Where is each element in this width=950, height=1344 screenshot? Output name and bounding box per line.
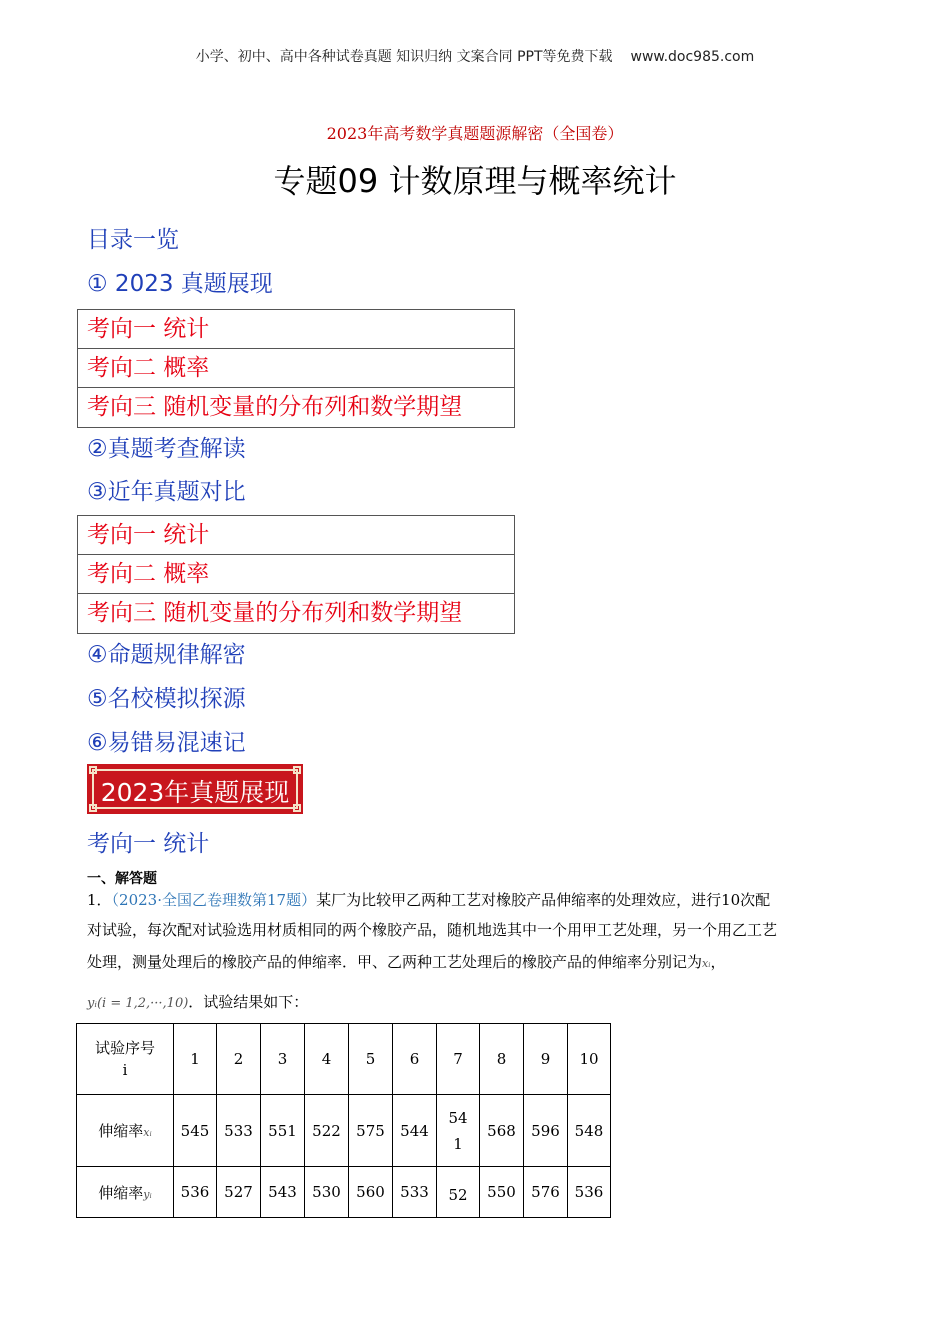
question-source: （2023·全国乙卷理数第17题）: [111, 891, 317, 909]
table-cell: 568: [480, 1095, 524, 1167]
table-header-label: i: [122, 1061, 128, 1079]
table-row: [77, 1167, 611, 1218]
table-row: [77, 1024, 611, 1095]
toc-item-2: ②真题考查解读: [87, 436, 246, 462]
row-label-var: yᵢ: [143, 1187, 152, 1201]
header-site[interactable]: www.doc985.com: [630, 49, 755, 65]
question-line-1: [87, 889, 770, 910]
question-type: 一、解答题: [87, 871, 157, 887]
question-number: 1．: [87, 891, 112, 909]
table-cell: 560: [349, 1167, 393, 1218]
toc-box-2-row: 考向三 随机变量的分布列和数学期望: [87, 600, 463, 626]
toc-box-2: [77, 515, 515, 634]
table-cell: 527: [217, 1167, 261, 1218]
table-cell: 4: [305, 1024, 349, 1095]
table-cell: 3: [261, 1024, 305, 1095]
header-text: 小学、初中、高中各种试卷真题 知识归纳 文案合同 PPT等免费下载: [195, 49, 613, 65]
table-row: [77, 1095, 611, 1167]
table-cell: 522: [305, 1095, 349, 1167]
page-header: [0, 46, 950, 66]
row-label-text: 伸缩率: [98, 1183, 144, 1202]
question-comma: ，: [710, 953, 726, 971]
toc-box-1: [77, 309, 515, 428]
toc-box-1-row: 考向三 随机变量的分布列和数学期望: [87, 394, 463, 420]
table-cell: 533: [217, 1095, 261, 1167]
table-cell: 576: [524, 1167, 568, 1218]
table-cell: 5: [349, 1024, 393, 1095]
table-cell: 2: [217, 1024, 261, 1095]
table-cell: 7: [437, 1024, 480, 1095]
banner-text: 2023年真题展现: [100, 778, 290, 807]
table-cell: 543: [261, 1167, 305, 1218]
question-text: ．试验结果如下：: [188, 993, 309, 1011]
toc-item-6: ⑥易错易混速记: [87, 730, 246, 756]
toc-heading: 目录一览: [87, 227, 179, 253]
variable-x: xᵢ: [702, 957, 711, 970]
data-table: [76, 1023, 611, 1218]
question-line-2: 对试验，每次配对试验选用材质相同的两个橡胶产品，随机地选其中一个用甲工艺处理，另一个用乙工艺: [87, 921, 778, 939]
toc-box-1-row: 考向二 概率: [78, 349, 514, 388]
row-label-var: xᵢ: [143, 1126, 152, 1139]
table-cell: 52: [437, 1167, 480, 1218]
toc-box-2-row: 考向一 统计: [78, 516, 514, 555]
table-cell: 54 1: [437, 1095, 480, 1167]
toc-box-2-row: 考向二 概率: [78, 555, 514, 594]
table-cell: 9: [524, 1024, 568, 1095]
document-subtitle: 2023年高考数学真题题源解密（全国卷）: [326, 124, 624, 143]
table-cell: 545: [174, 1095, 217, 1167]
question-line-4: [87, 991, 308, 1012]
table-header-cell: [77, 1024, 174, 1095]
question-text: 处理，测量处理后的橡胶产品的伸缩率．甲、乙两种工艺处理后的橡胶产品的伸缩率分别记为: [87, 953, 703, 971]
toc-item-4: ④命题规律解密: [87, 642, 246, 668]
toc-item-5: ⑤名校模拟探源: [87, 686, 246, 712]
question-text: 某厂为比较甲乙两种工艺对橡胶产品伸缩率的处理效应，进行10次配: [316, 891, 771, 909]
question-line-3: [87, 951, 725, 972]
toc-item-1: ① 2023 真题展现: [87, 271, 273, 297]
table-cell: 550: [480, 1167, 524, 1218]
table-cell: 6: [393, 1024, 437, 1095]
table-row-label: [77, 1095, 174, 1167]
table-cell: 530: [305, 1167, 349, 1218]
table-cell: 551: [261, 1095, 305, 1167]
section-heading: 考向一 统计: [87, 831, 210, 857]
toc-item-3: ③近年真题对比: [87, 479, 246, 505]
table-cell: 533: [393, 1167, 437, 1218]
table-cell: 575: [349, 1095, 393, 1167]
table-row-label: [77, 1167, 174, 1218]
table-cell: 10: [568, 1024, 611, 1095]
page-title: 专题09 计数原理与概率统计: [273, 162, 677, 200]
table-cell: 536: [568, 1167, 611, 1218]
table-cell: 544: [393, 1095, 437, 1167]
table-cell: 536: [174, 1167, 217, 1218]
table-header-label: 试验序号: [94, 1039, 155, 1057]
table-cell: 548: [568, 1095, 611, 1167]
section-banner: [87, 764, 303, 814]
variable-y-range: yᵢ(i = 1,2,···,10): [87, 996, 189, 1011]
toc-box-1-row: 考向一 统计: [78, 310, 514, 349]
table-cell: 8: [480, 1024, 524, 1095]
table-cell: 596: [524, 1095, 568, 1167]
row-label-text: 伸缩率: [98, 1122, 144, 1140]
table-cell: 1: [174, 1024, 217, 1095]
